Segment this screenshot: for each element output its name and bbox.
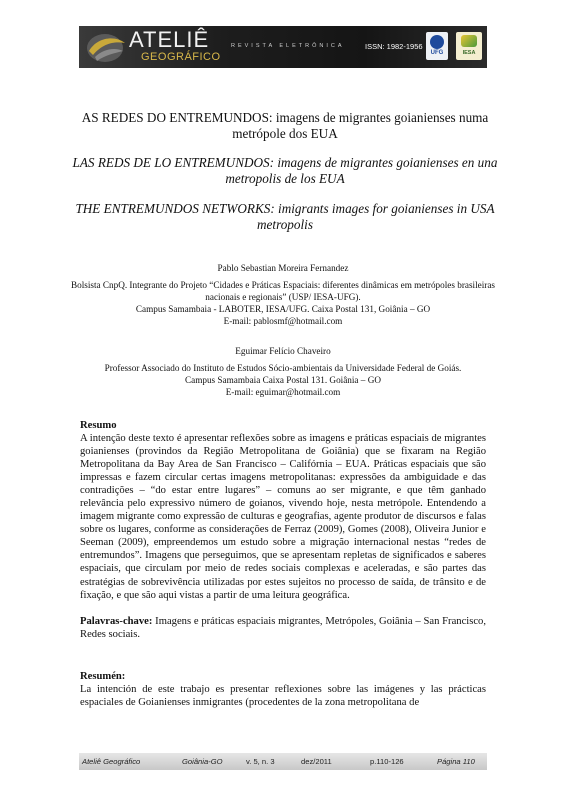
footer-pages: p.110-126 bbox=[370, 757, 404, 766]
iesa-logo-text: IESA bbox=[462, 50, 476, 56]
page-footer bbox=[79, 753, 487, 770]
affiliation-line: Professor Associado do Instituto de Estudos Sócio-ambientais da Universidade Federal de Goiás. bbox=[104, 363, 462, 373]
issn-label: ISSN: 1982-1956 bbox=[365, 42, 423, 51]
author-name: Pablo Sebastian Moreira Fernandez bbox=[217, 263, 349, 273]
globe-swirl-logo-icon bbox=[85, 29, 129, 65]
ufg-logo-text: UFG bbox=[430, 50, 444, 56]
ufg-emblem-icon bbox=[430, 35, 444, 49]
author-name: Eguimar Felício Chaveiro bbox=[235, 346, 331, 356]
abstract-text: A intenção deste texto é apresentar reflexões sobre as imagens e práticas espaciais de migrantes goianienses (provindos da Região Metropolitana de Goiânia) que se fixaram na Região Metropolitana da Bay Area de San Francisco – Califórnia – EUA. Práticas espaciais que são impressas e fazem circular certas imagens metropolitanas: expressões da ambiguidade e das contradições – “do estar entre lugares” – comuns ao ser migrante, e que têm ganhado relevância pelo expressivo número de goianos, vivendo hoje, nesta metrópole. Entendendo a imagem migrante como expressão de culturas e geografias, agente produtor de discursos e falas sobre os lugares, conforme as considerações de Ferraz (2009), Gomes (2008), Oliveira Junior e Seeman (2009), empreendemos um estudo sobre a migração internacional nestas “redes de entremundos”. Imagens que perseguimos, que se apresentam repletas de significados e saberes espaciais, que circulam por meio de redes sociais complexas e aceleradas, e são partes das estratégias de sobrevivência utilizadas por estes sujeitos no processo de saída, de trânsito e de fixação, e que são aqui vistas a partir de uma leitura geográfica. bbox=[80, 433, 486, 601]
ufg-logo bbox=[426, 32, 448, 60]
affiliation-line: Campus Samambaia - LABOTER, IESA/UFG. Caixa Postal 131, Goiânia – GO bbox=[135, 304, 431, 314]
iesa-logo bbox=[456, 32, 482, 60]
author-email: E-mail: eguimar@hotmail.com bbox=[225, 387, 341, 397]
author-email: E-mail: pablosmf@hotmail.com bbox=[223, 316, 343, 326]
journal-header-banner bbox=[79, 26, 487, 68]
keywords-text: Imagens e práticas espaciais migrantes, Metrópoles, Goiânia – San Francisco, Redes sociais. bbox=[80, 616, 486, 641]
affiliation-line: Bolsista CnpQ. Integrante do Projeto “Cidades e Práticas Espaciais: diferentes dinâmicas em metrópoles brasileiras nacionais e regionais” (USP/ IESA-UFG). bbox=[70, 280, 496, 302]
keywords bbox=[80, 615, 486, 641]
footer-volume: v. 5, n. 3 bbox=[246, 757, 275, 766]
keywords-label: Palavras-chave: bbox=[80, 616, 153, 627]
journal-logo-title: ATELIÊ bbox=[129, 27, 210, 52]
affiliation-line: Campus Samambaia Caixa Postal 131. Goiânia – GO bbox=[185, 375, 381, 385]
title-portuguese: AS REDES DO ENTREMUNDOS: imagens de migrantes goianienses numa metrópole dos EUA bbox=[81, 110, 489, 141]
footer-page-number: Página 110 bbox=[437, 757, 475, 766]
footer-date: dez/2011 bbox=[301, 757, 332, 766]
resumen-heading: Resumén: bbox=[80, 671, 126, 682]
title-spanish: LAS REDS DE LO ENTREMUNDOS: imagens de migrantes goianienses en una metropolis de los EUA bbox=[72, 155, 498, 186]
footer-journal: Ateliê Geográfico bbox=[82, 757, 141, 766]
footer-city: Goiânia-GO bbox=[182, 757, 223, 766]
journal-logo-subtitle: GEOGRÁFICO bbox=[141, 51, 221, 63]
abstract-heading: Resumo bbox=[80, 420, 117, 431]
journal-tagline: REVISTA ELETRÔNICA bbox=[231, 43, 345, 49]
author-affiliation bbox=[60, 362, 506, 398]
title-english: THE ENTREMUNDOS NETWORKS: imigrants images for goianienses in USA metropolis bbox=[75, 201, 495, 232]
resumen-text: La intención de este trabajo es presentar reflexiones sobre las imágenes y las prácticas espaciales de Goianienses inmigrantes (procedentes de la zona metropolitana de bbox=[80, 684, 486, 709]
iesa-emblem-icon bbox=[461, 35, 477, 47]
author-affiliation bbox=[60, 279, 506, 327]
